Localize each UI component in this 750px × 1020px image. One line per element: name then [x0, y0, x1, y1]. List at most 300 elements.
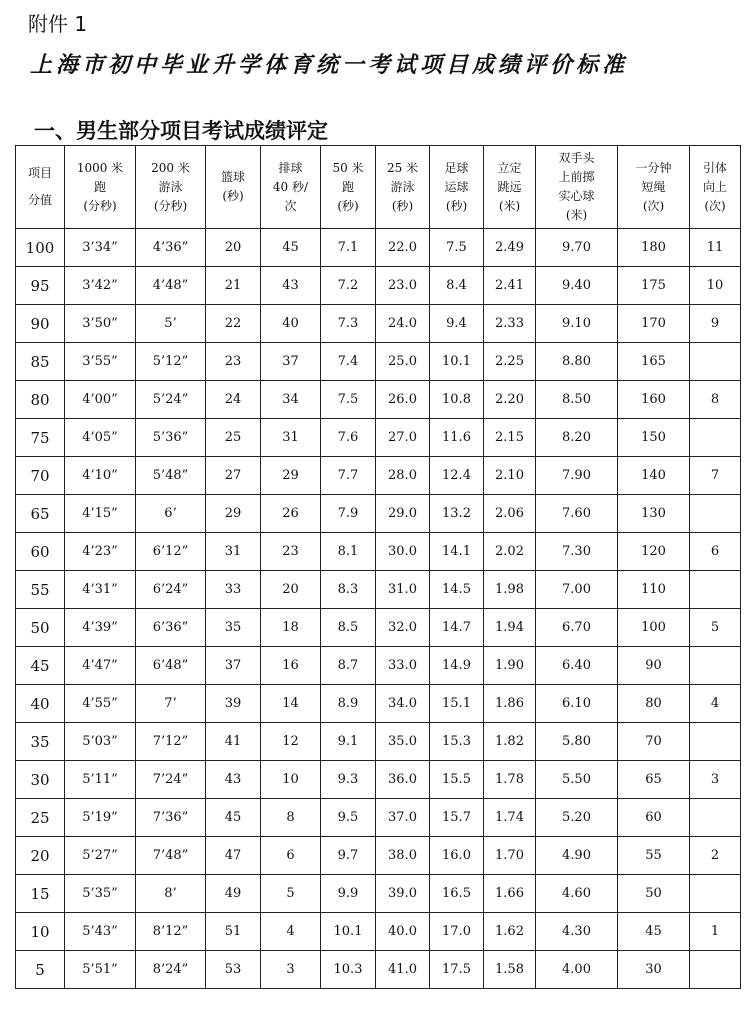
table-cell: 51	[206, 913, 261, 951]
table-cell: 8	[690, 381, 741, 419]
table-cell: 9.7	[321, 837, 376, 875]
table-cell: 6	[261, 837, 321, 875]
score-cell: 10	[16, 913, 65, 951]
table-cell: 6.70	[536, 609, 618, 647]
table-cell: 1.78	[484, 761, 536, 799]
table-cell: 8	[261, 799, 321, 837]
table-cell: 120	[618, 533, 690, 571]
table-cell: 27.0	[376, 419, 430, 457]
table-row	[16, 343, 741, 381]
column-header	[430, 146, 484, 229]
table-row	[16, 799, 741, 837]
table-cell: 4.00	[536, 951, 618, 989]
table-cell: 7’12”	[136, 723, 206, 761]
table-cell: 140	[618, 457, 690, 495]
table-cell: 8.20	[536, 419, 618, 457]
table-cell: 9.4	[430, 305, 484, 343]
table-cell: 8.80	[536, 343, 618, 381]
table-cell: 9.5	[321, 799, 376, 837]
score-cell: 55	[16, 571, 65, 609]
table-cell: 3	[690, 761, 741, 799]
table-cell: 7.30	[536, 533, 618, 571]
table-cell: 37.0	[376, 799, 430, 837]
table-cell: 18	[261, 609, 321, 647]
table-cell: 8.9	[321, 685, 376, 723]
score-cell: 85	[16, 343, 65, 381]
table-cell: 20	[261, 571, 321, 609]
table-cell: 5’27”	[65, 837, 136, 875]
score-cell: 5	[16, 951, 65, 989]
table-cell: 5’03”	[65, 723, 136, 761]
table-cell: 5’19”	[65, 799, 136, 837]
table-header-row	[16, 146, 741, 229]
table-cell: 45	[261, 229, 321, 267]
table-cell: 5’36”	[136, 419, 206, 457]
table-cell: 8.7	[321, 647, 376, 685]
table-cell: 50	[618, 875, 690, 913]
table-row	[16, 837, 741, 875]
table-cell: 20	[206, 229, 261, 267]
table-cell	[690, 799, 741, 837]
table-cell: 49	[206, 875, 261, 913]
score-cell: 25	[16, 799, 65, 837]
table-cell: 40	[261, 305, 321, 343]
table-cell: 8.3	[321, 571, 376, 609]
table-cell: 22.0	[376, 229, 430, 267]
table-cell	[690, 419, 741, 457]
table-cell: 2.15	[484, 419, 536, 457]
table-cell: 7.9	[321, 495, 376, 533]
table-row	[16, 267, 741, 305]
score-cell: 40	[16, 685, 65, 723]
table-cell: 10.1	[321, 913, 376, 951]
column-header-line: 引体	[702, 160, 727, 175]
table-cell: 1	[690, 913, 741, 951]
table-cell: 9.70	[536, 229, 618, 267]
score-cell: 100	[16, 229, 65, 267]
column-header-line: (米)	[498, 198, 521, 213]
table-cell: 5’48”	[136, 457, 206, 495]
table-cell	[690, 495, 741, 533]
table-cell: 5’24”	[136, 381, 206, 419]
table-cell: 1.94	[484, 609, 536, 647]
table-cell: 10.1	[430, 343, 484, 381]
table-cell	[690, 723, 741, 761]
table-cell: 30	[618, 951, 690, 989]
table-cell: 3’42”	[65, 267, 136, 305]
header-item-score	[16, 146, 65, 229]
table-cell: 31	[206, 533, 261, 571]
column-header-line: (分秒)	[153, 198, 188, 213]
column-header-line: 游泳	[158, 179, 183, 194]
table-cell: 10.8	[430, 381, 484, 419]
column-header-line: (秒)	[391, 198, 414, 213]
table-cell: 16	[261, 647, 321, 685]
score-table	[15, 145, 741, 989]
score-cell: 75	[16, 419, 65, 457]
table-cell: 7.90	[536, 457, 618, 495]
table-cell: 2.20	[484, 381, 536, 419]
table-cell: 14	[261, 685, 321, 723]
column-header	[618, 146, 690, 229]
column-header	[65, 146, 136, 229]
table-cell: 2.41	[484, 267, 536, 305]
column-header	[136, 146, 206, 229]
column-header	[206, 146, 261, 229]
table-cell: 11.6	[430, 419, 484, 457]
column-header-line: (次)	[642, 198, 665, 213]
table-cell: 5’12”	[136, 343, 206, 381]
column-header-line: 立定	[497, 160, 522, 175]
table-cell: 9.40	[536, 267, 618, 305]
column-header	[536, 146, 618, 229]
table-cell: 21	[206, 267, 261, 305]
table-cell: 4’31”	[65, 571, 136, 609]
column-header-line: 50 米	[332, 160, 364, 175]
table-cell: 4’00”	[65, 381, 136, 419]
table-cell	[690, 343, 741, 381]
table-cell: 4’05”	[65, 419, 136, 457]
table-cell: 4.90	[536, 837, 618, 875]
table-cell	[690, 875, 741, 913]
table-cell: 150	[618, 419, 690, 457]
table-cell: 175	[618, 267, 690, 305]
table-cell: 8’24”	[136, 951, 206, 989]
table-cell: 16.5	[430, 875, 484, 913]
table-row	[16, 495, 741, 533]
table-cell: 6’36”	[136, 609, 206, 647]
column-header-line: 足球	[444, 160, 469, 175]
table-cell: 27	[206, 457, 261, 495]
column-header-line: 跑	[93, 179, 106, 194]
table-cell: 9.1	[321, 723, 376, 761]
table-cell: 37	[261, 343, 321, 381]
table-cell: 3	[261, 951, 321, 989]
table-cell: 7.6	[321, 419, 376, 457]
table-cell: 15.1	[430, 685, 484, 723]
table-cell: 29	[206, 495, 261, 533]
column-header-line: 一分钟	[635, 160, 672, 175]
table-cell: 40.0	[376, 913, 430, 951]
column-header	[261, 146, 321, 229]
table-cell: 170	[618, 305, 690, 343]
column-header-line: 篮球	[220, 170, 245, 184]
section-title: 一、男生部分项目考试成绩评定	[34, 119, 328, 143]
table-cell: 6.10	[536, 685, 618, 723]
table-cell: 9.3	[321, 761, 376, 799]
table-cell: 39.0	[376, 875, 430, 913]
table-cell: 4’10”	[65, 457, 136, 495]
table-cell: 7.2	[321, 267, 376, 305]
table-cell: 26	[261, 495, 321, 533]
table-cell: 6’12”	[136, 533, 206, 571]
table-cell: 8.5	[321, 609, 376, 647]
table-cell: 5.80	[536, 723, 618, 761]
table-cell: 23	[206, 343, 261, 381]
table-cell	[690, 571, 741, 609]
table-body	[16, 229, 741, 989]
table-cell: 1.58	[484, 951, 536, 989]
column-header-line: 上前掷	[558, 170, 595, 184]
column-header-line: (秒)	[337, 198, 359, 213]
table-cell: 2.33	[484, 305, 536, 343]
table-cell: 45	[618, 913, 690, 951]
column-header-line: (秒)	[445, 198, 468, 213]
table-cell: 35	[206, 609, 261, 647]
table-cell: 2.02	[484, 533, 536, 571]
table-cell: 25	[206, 419, 261, 457]
attachment-label: 附件 1	[28, 12, 88, 36]
table-cell: 28.0	[376, 457, 430, 495]
table-cell: 24.0	[376, 305, 430, 343]
table-row	[16, 533, 741, 571]
table-cell: 12.4	[430, 457, 484, 495]
table-cell: 1.86	[484, 685, 536, 723]
column-header-line: 跑	[341, 179, 354, 194]
table-cell: 36.0	[376, 761, 430, 799]
table-cell: 14.5	[430, 571, 484, 609]
table-cell: 4’36”	[136, 229, 206, 267]
table-cell: 5’	[136, 305, 206, 343]
table-cell: 7	[690, 457, 741, 495]
table-row	[16, 913, 741, 951]
column-header	[376, 146, 430, 229]
table-cell: 1.90	[484, 647, 536, 685]
table-cell: 8.50	[536, 381, 618, 419]
column-header-line: 1000 米	[76, 160, 124, 175]
table-cell: 2.25	[484, 343, 536, 381]
table-cell: 65	[618, 761, 690, 799]
column-header-line: 25 米	[386, 160, 419, 175]
column-header-line: 短绳	[641, 179, 666, 194]
table-cell: 25.0	[376, 343, 430, 381]
score-cell: 50	[16, 609, 65, 647]
column-header-line: 排球	[278, 160, 303, 175]
table-cell: 5’43”	[65, 913, 136, 951]
table-cell: 26.0	[376, 381, 430, 419]
table-cell: 180	[618, 229, 690, 267]
column-header-line: 实心球	[558, 189, 595, 203]
table-cell: 1.66	[484, 875, 536, 913]
table-cell: 60	[618, 799, 690, 837]
table-row	[16, 419, 741, 457]
table-cell: 24	[206, 381, 261, 419]
column-header-line: 双手头	[558, 151, 595, 165]
table-cell: 1.62	[484, 913, 536, 951]
table-cell: 7’24”	[136, 761, 206, 799]
score-cell: 60	[16, 533, 65, 571]
score-cell: 45	[16, 647, 65, 685]
table-cell	[690, 647, 741, 685]
table-cell: 4.60	[536, 875, 618, 913]
table-cell: 43	[206, 761, 261, 799]
table-cell: 8.1	[321, 533, 376, 571]
table-cell: 4	[690, 685, 741, 723]
table-cell: 2.49	[484, 229, 536, 267]
table-cell: 14.9	[430, 647, 484, 685]
column-header-line: (分秒)	[83, 198, 117, 213]
table-cell: 31.0	[376, 571, 430, 609]
table-cell: 4.30	[536, 913, 618, 951]
column-header	[321, 146, 376, 229]
table-cell: 7’48”	[136, 837, 206, 875]
table-cell: 17.5	[430, 951, 484, 989]
table-cell: 1.74	[484, 799, 536, 837]
table-cell: 90	[618, 647, 690, 685]
table-cell: 5’51”	[65, 951, 136, 989]
table-cell: 130	[618, 495, 690, 533]
table-cell: 1.70	[484, 837, 536, 875]
table-cell: 4’15”	[65, 495, 136, 533]
column-header-line: 向上	[702, 179, 727, 194]
table-row	[16, 305, 741, 343]
score-cell: 80	[16, 381, 65, 419]
table-cell: 43	[261, 267, 321, 305]
table-cell: 70	[618, 723, 690, 761]
table-cell: 37	[206, 647, 261, 685]
column-header	[484, 146, 536, 229]
table-cell: 1.82	[484, 723, 536, 761]
table-cell: 9.10	[536, 305, 618, 343]
document-title: 上海市初中毕业升学体育统一考试项目成绩评价标准	[30, 52, 629, 78]
table-cell: 30.0	[376, 533, 430, 571]
table-cell: 41	[206, 723, 261, 761]
column-header-line: (秒)	[222, 189, 244, 203]
table-cell: 100	[618, 609, 690, 647]
table-cell: 3’50”	[65, 305, 136, 343]
table-cell: 6’24”	[136, 571, 206, 609]
table-cell: 110	[618, 571, 690, 609]
table-cell: 16.0	[430, 837, 484, 875]
table-cell: 13.2	[430, 495, 484, 533]
table-cell: 5	[690, 609, 741, 647]
table-cell: 3’34”	[65, 229, 136, 267]
table-cell: 53	[206, 951, 261, 989]
table-cell: 14.1	[430, 533, 484, 571]
table-cell: 45	[206, 799, 261, 837]
table-cell: 160	[618, 381, 690, 419]
score-cell: 70	[16, 457, 65, 495]
column-header-line: 200 米	[151, 160, 190, 175]
score-cell: 65	[16, 495, 65, 533]
score-cell: 90	[16, 305, 65, 343]
table-cell: 6.40	[536, 647, 618, 685]
table-cell: 7.00	[536, 571, 618, 609]
table-cell: 7’	[136, 685, 206, 723]
table-cell: 8’	[136, 875, 206, 913]
table-cell: 7.4	[321, 343, 376, 381]
column-header-line: 运球	[444, 179, 469, 194]
table-cell: 8’12”	[136, 913, 206, 951]
table-row	[16, 609, 741, 647]
table-cell: 10.3	[321, 951, 376, 989]
table-cell: 47	[206, 837, 261, 875]
table-cell: 38.0	[376, 837, 430, 875]
column-header-line: 游泳	[390, 179, 415, 194]
table-cell: 10	[690, 267, 741, 305]
column-header-line: (米)	[565, 208, 588, 222]
table-cell: 55	[618, 837, 690, 875]
table-row	[16, 457, 741, 495]
table-cell: 7.60	[536, 495, 618, 533]
table-cell: 3’55”	[65, 343, 136, 381]
table-cell: 5.20	[536, 799, 618, 837]
table-cell: 15.3	[430, 723, 484, 761]
table-row	[16, 761, 741, 799]
table-cell: 9	[690, 305, 741, 343]
table-cell: 8.4	[430, 267, 484, 305]
table-cell: 41.0	[376, 951, 430, 989]
column-header-line: (次)	[704, 198, 726, 213]
table-cell: 7.3	[321, 305, 376, 343]
score-cell: 20	[16, 837, 65, 875]
column-header-line: 跳远	[497, 179, 522, 194]
table-cell: 5’35”	[65, 875, 136, 913]
table-cell: 39	[206, 685, 261, 723]
table-cell: 7.5	[321, 381, 376, 419]
table-cell: 2.06	[484, 495, 536, 533]
score-cell: 15	[16, 875, 65, 913]
table-cell: 5.50	[536, 761, 618, 799]
table-cell: 10	[261, 761, 321, 799]
table-cell: 15.5	[430, 761, 484, 799]
table-cell: 6’	[136, 495, 206, 533]
score-cell: 35	[16, 723, 65, 761]
table-cell: 5	[261, 875, 321, 913]
table-cell: 29.0	[376, 495, 430, 533]
table-cell: 7.1	[321, 229, 376, 267]
header-item-label: 项目	[27, 166, 52, 180]
table-cell	[690, 951, 741, 989]
table-cell: 14.7	[430, 609, 484, 647]
header-score-label: 分值	[27, 193, 52, 207]
table-cell: 33.0	[376, 647, 430, 685]
table-row	[16, 685, 741, 723]
table-cell: 4	[261, 913, 321, 951]
table-row	[16, 571, 741, 609]
score-cell: 95	[16, 267, 65, 305]
table-row	[16, 381, 741, 419]
table-cell: 1.98	[484, 571, 536, 609]
column-header	[690, 146, 741, 229]
table-cell: 23.0	[376, 267, 430, 305]
table-cell: 7.7	[321, 457, 376, 495]
score-cell: 30	[16, 761, 65, 799]
table-cell: 33	[206, 571, 261, 609]
table-cell: 32.0	[376, 609, 430, 647]
table-cell: 35.0	[376, 723, 430, 761]
table-cell: 15.7	[430, 799, 484, 837]
table-row	[16, 229, 741, 267]
table-cell: 7’36”	[136, 799, 206, 837]
table-cell: 11	[690, 229, 741, 267]
table-cell: 7.5	[430, 229, 484, 267]
table-cell: 4’23”	[65, 533, 136, 571]
table-cell: 22	[206, 305, 261, 343]
table-cell: 17.0	[430, 913, 484, 951]
table-cell: 165	[618, 343, 690, 381]
table-row	[16, 723, 741, 761]
table-cell: 5’11”	[65, 761, 136, 799]
table-cell: 2	[690, 837, 741, 875]
table-cell: 9.9	[321, 875, 376, 913]
table-cell: 4’55”	[65, 685, 136, 723]
table-cell: 4’48”	[136, 267, 206, 305]
table-cell: 4’39”	[65, 609, 136, 647]
table-row	[16, 951, 741, 989]
table-cell: 2.10	[484, 457, 536, 495]
table-cell: 6	[690, 533, 741, 571]
